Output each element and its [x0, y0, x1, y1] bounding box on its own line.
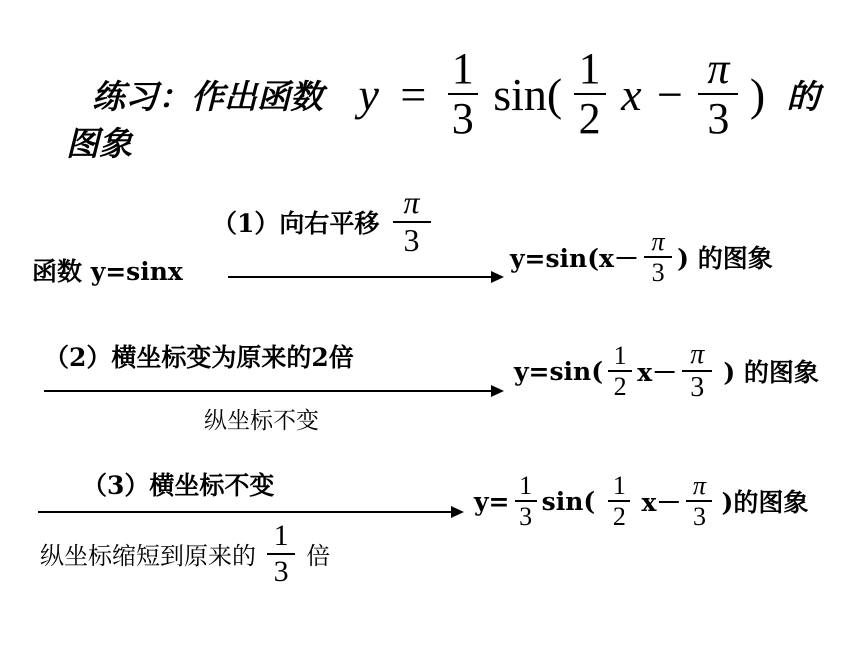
- step3-result: [474, 472, 808, 558]
- step2-arrow: [44, 390, 492, 392]
- title-minus: −: [656, 68, 683, 120]
- step2-label-top: （2）横坐标变为原来的2倍: [44, 343, 354, 372]
- step2-frac-num: 1: [613, 341, 627, 371]
- step1-label: [212, 186, 431, 266]
- step2-label-bottom: 纵坐标不变: [204, 408, 319, 434]
- title-x: x: [621, 68, 642, 120]
- title-sin: sin(: [493, 68, 563, 120]
- step2-frac-den: 2: [613, 372, 627, 402]
- title-inner-frac: [574, 46, 606, 142]
- step3-label-bottom: [40, 520, 330, 610]
- step2-pi-den: 3: [690, 372, 705, 404]
- step2-result-x: x－: [637, 358, 678, 388]
- title-suffix: 的: [786, 76, 820, 116]
- step3-arrow: [38, 511, 452, 513]
- step1-result-b: ) 的图象: [677, 244, 773, 274]
- title-pi-frac: [698, 46, 738, 142]
- step3-pi-frac: [686, 472, 712, 531]
- step2-result-b: ) 的图象: [723, 358, 819, 388]
- step1-arrow: [228, 276, 492, 278]
- step2-result: [514, 340, 819, 430]
- step1-result-a: y=sin(x－: [510, 244, 639, 274]
- step3-result-a: y=: [474, 486, 510, 516]
- step1-shift-num: π: [403, 184, 420, 220]
- step3-coef-frac: [515, 472, 537, 531]
- step3-frac-num: 1: [612, 471, 626, 500]
- title-coef-num: 1: [451, 44, 474, 93]
- step3-frac-den: 2: [612, 502, 626, 532]
- title-y: y: [358, 68, 379, 120]
- title-coef-den: 3: [451, 94, 474, 144]
- step3-scale-num: 1: [273, 519, 289, 552]
- step3-scale-frac: [267, 520, 295, 587]
- step3-frac: [608, 472, 630, 531]
- step3-coef-num: 1: [519, 471, 533, 500]
- step3-coef-den: 3: [519, 502, 533, 532]
- title-eq: =: [400, 68, 427, 120]
- step3-result-x: x－: [641, 488, 682, 518]
- title-line1: [92, 46, 820, 156]
- step1-label-text: （1）向右平移: [212, 208, 380, 238]
- step3-pi-den: 3: [692, 502, 706, 532]
- step3-result-b: )的图象: [721, 488, 809, 518]
- step1-result-pi: π: [651, 227, 665, 256]
- step1-result-den: 3: [651, 258, 665, 288]
- title-close: ): [749, 68, 766, 120]
- step3-result-sin: sin(: [541, 486, 596, 516]
- step1-start: 函数 y=sinx: [32, 257, 183, 286]
- title-line2: 图象: [66, 124, 132, 163]
- step2-pi: π: [690, 339, 705, 370]
- step3-scale-den: 3: [273, 554, 289, 588]
- title-prefix: 练习：作出函数: [92, 76, 323, 116]
- step3-label-bottom-end: 倍: [306, 542, 331, 570]
- title-inner-den: 2: [578, 94, 601, 144]
- step2-pi-frac: [682, 340, 712, 403]
- step1-result: [510, 228, 773, 308]
- step1-result-frac: [644, 228, 672, 287]
- title-pi-num: π: [707, 44, 730, 93]
- step2-frac: [608, 342, 632, 401]
- step1-shift-den: 3: [403, 221, 420, 258]
- title-coef-frac: [448, 46, 478, 142]
- step1-shift-frac: [393, 186, 431, 257]
- step2-result-a: y=sin(: [514, 356, 604, 386]
- step3-label-bottom-text: 纵坐标缩短到原来的: [40, 542, 256, 570]
- title-pi-den: 3: [707, 94, 730, 144]
- title-inner-num: 1: [578, 44, 601, 93]
- step3-label-top: （3）横坐标不变: [82, 471, 275, 500]
- step3-pi: π: [692, 471, 706, 500]
